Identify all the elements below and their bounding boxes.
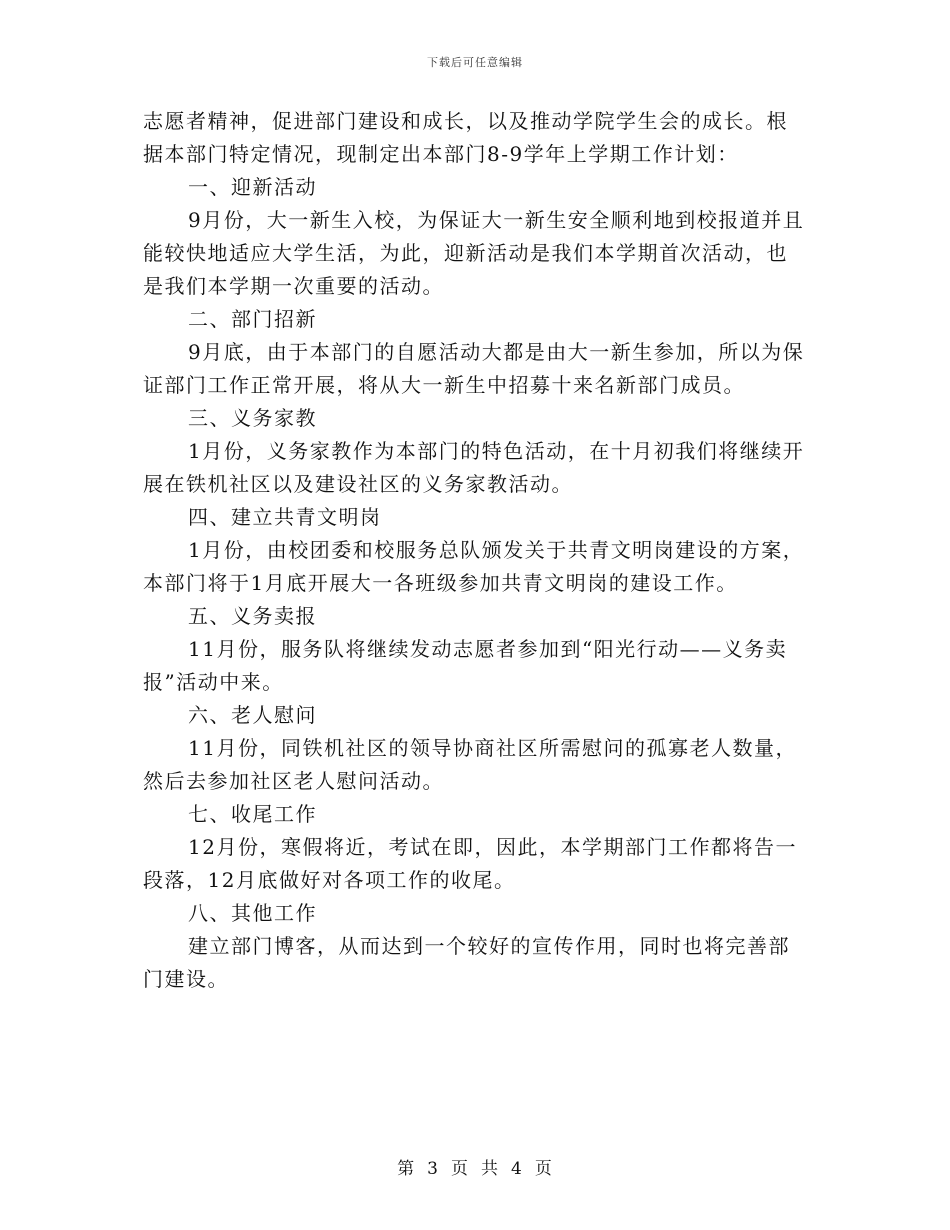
text-line: 9月底，由于本部门的自愿活动大都是由大一新生参加，所以为保 xyxy=(188,340,805,364)
footer-prefix: 第 xyxy=(397,1159,416,1179)
footer-current-page: 3 xyxy=(427,1159,439,1179)
footer-suffix: 页 xyxy=(534,1159,553,1179)
text-line: 11月份，服务队将继续发动志愿者参加到“阳光行动——义务卖 xyxy=(188,637,788,661)
document-body xyxy=(143,105,813,996)
section-heading: 六、老人慰问 xyxy=(188,703,317,727)
text-line: 报”活动中来。 xyxy=(143,670,284,694)
section-heading: 七、收尾工作 xyxy=(188,802,317,826)
text-line: 9月份，大一新生入校，为保证大一新生安全顺利地到校报道并且 xyxy=(188,208,805,232)
text-line: 1月份，义务家教作为本部门的特色活动，在十月初我们将继续开 xyxy=(188,439,805,463)
page-header-note: 下载后可任意编辑 xyxy=(427,56,523,69)
footer-total-pages: 4 xyxy=(511,1159,523,1179)
text-line: 然后去参加社区老人慰问活动。 xyxy=(143,769,444,793)
text-line: 11月份，同铁机社区的领导协商社区所需慰问的孤寡老人数量， xyxy=(188,736,797,760)
text-line: 段落，12月底做好对各项工作的收尾。 xyxy=(143,868,516,892)
section-heading: 四、建立共青文明岗 xyxy=(188,505,382,529)
section-heading: 八、其他工作 xyxy=(188,901,317,925)
footer-total-word: 共 xyxy=(481,1159,499,1179)
section-heading: 三、义务家教 xyxy=(188,406,317,430)
text-line: 展在铁机社区以及建设社区的义务家教活动。 xyxy=(143,472,573,496)
text-line: 能较快地适应大学生活，为此，迎新活动是我们本学期首次活动，也 xyxy=(143,241,788,265)
text-line: 证部门工作正常开展，将从大一新生中招募十来名新部门成员。 xyxy=(143,373,745,397)
section-heading: 五、义务卖报 xyxy=(188,604,317,628)
text-line: 1月份，由校团委和校服务总队颁发关于共青文明岗建设的方案， xyxy=(188,538,805,562)
text-line: 本部门将于1月底开展大一各班级参加共青文明岗的建设工作。 xyxy=(143,571,738,595)
text-line: 建立部门博客，从而达到一个较好的宣传作用，同时也将完善部 xyxy=(188,934,790,958)
text-line: 是我们本学期一次重要的活动。 xyxy=(143,274,444,298)
section-heading: 二、部门招新 xyxy=(188,307,317,331)
text-line: 12月份，寒假将近，考试在即，因此，本学期部门工作都将告一 xyxy=(188,835,797,859)
footer-page-word: 页 xyxy=(451,1159,469,1179)
section-heading: 一、迎新活动 xyxy=(188,175,317,199)
page-number-footer xyxy=(0,1154,950,1179)
text-line: 据本部门特定情况，现制定出本部门8-9学年上学期工作计划： xyxy=(143,142,739,166)
text-line: 志愿者精神，促进部门建设和成长，以及推动学院学生会的成长。根 xyxy=(143,109,788,133)
text-line: 门建设。 xyxy=(143,967,229,991)
